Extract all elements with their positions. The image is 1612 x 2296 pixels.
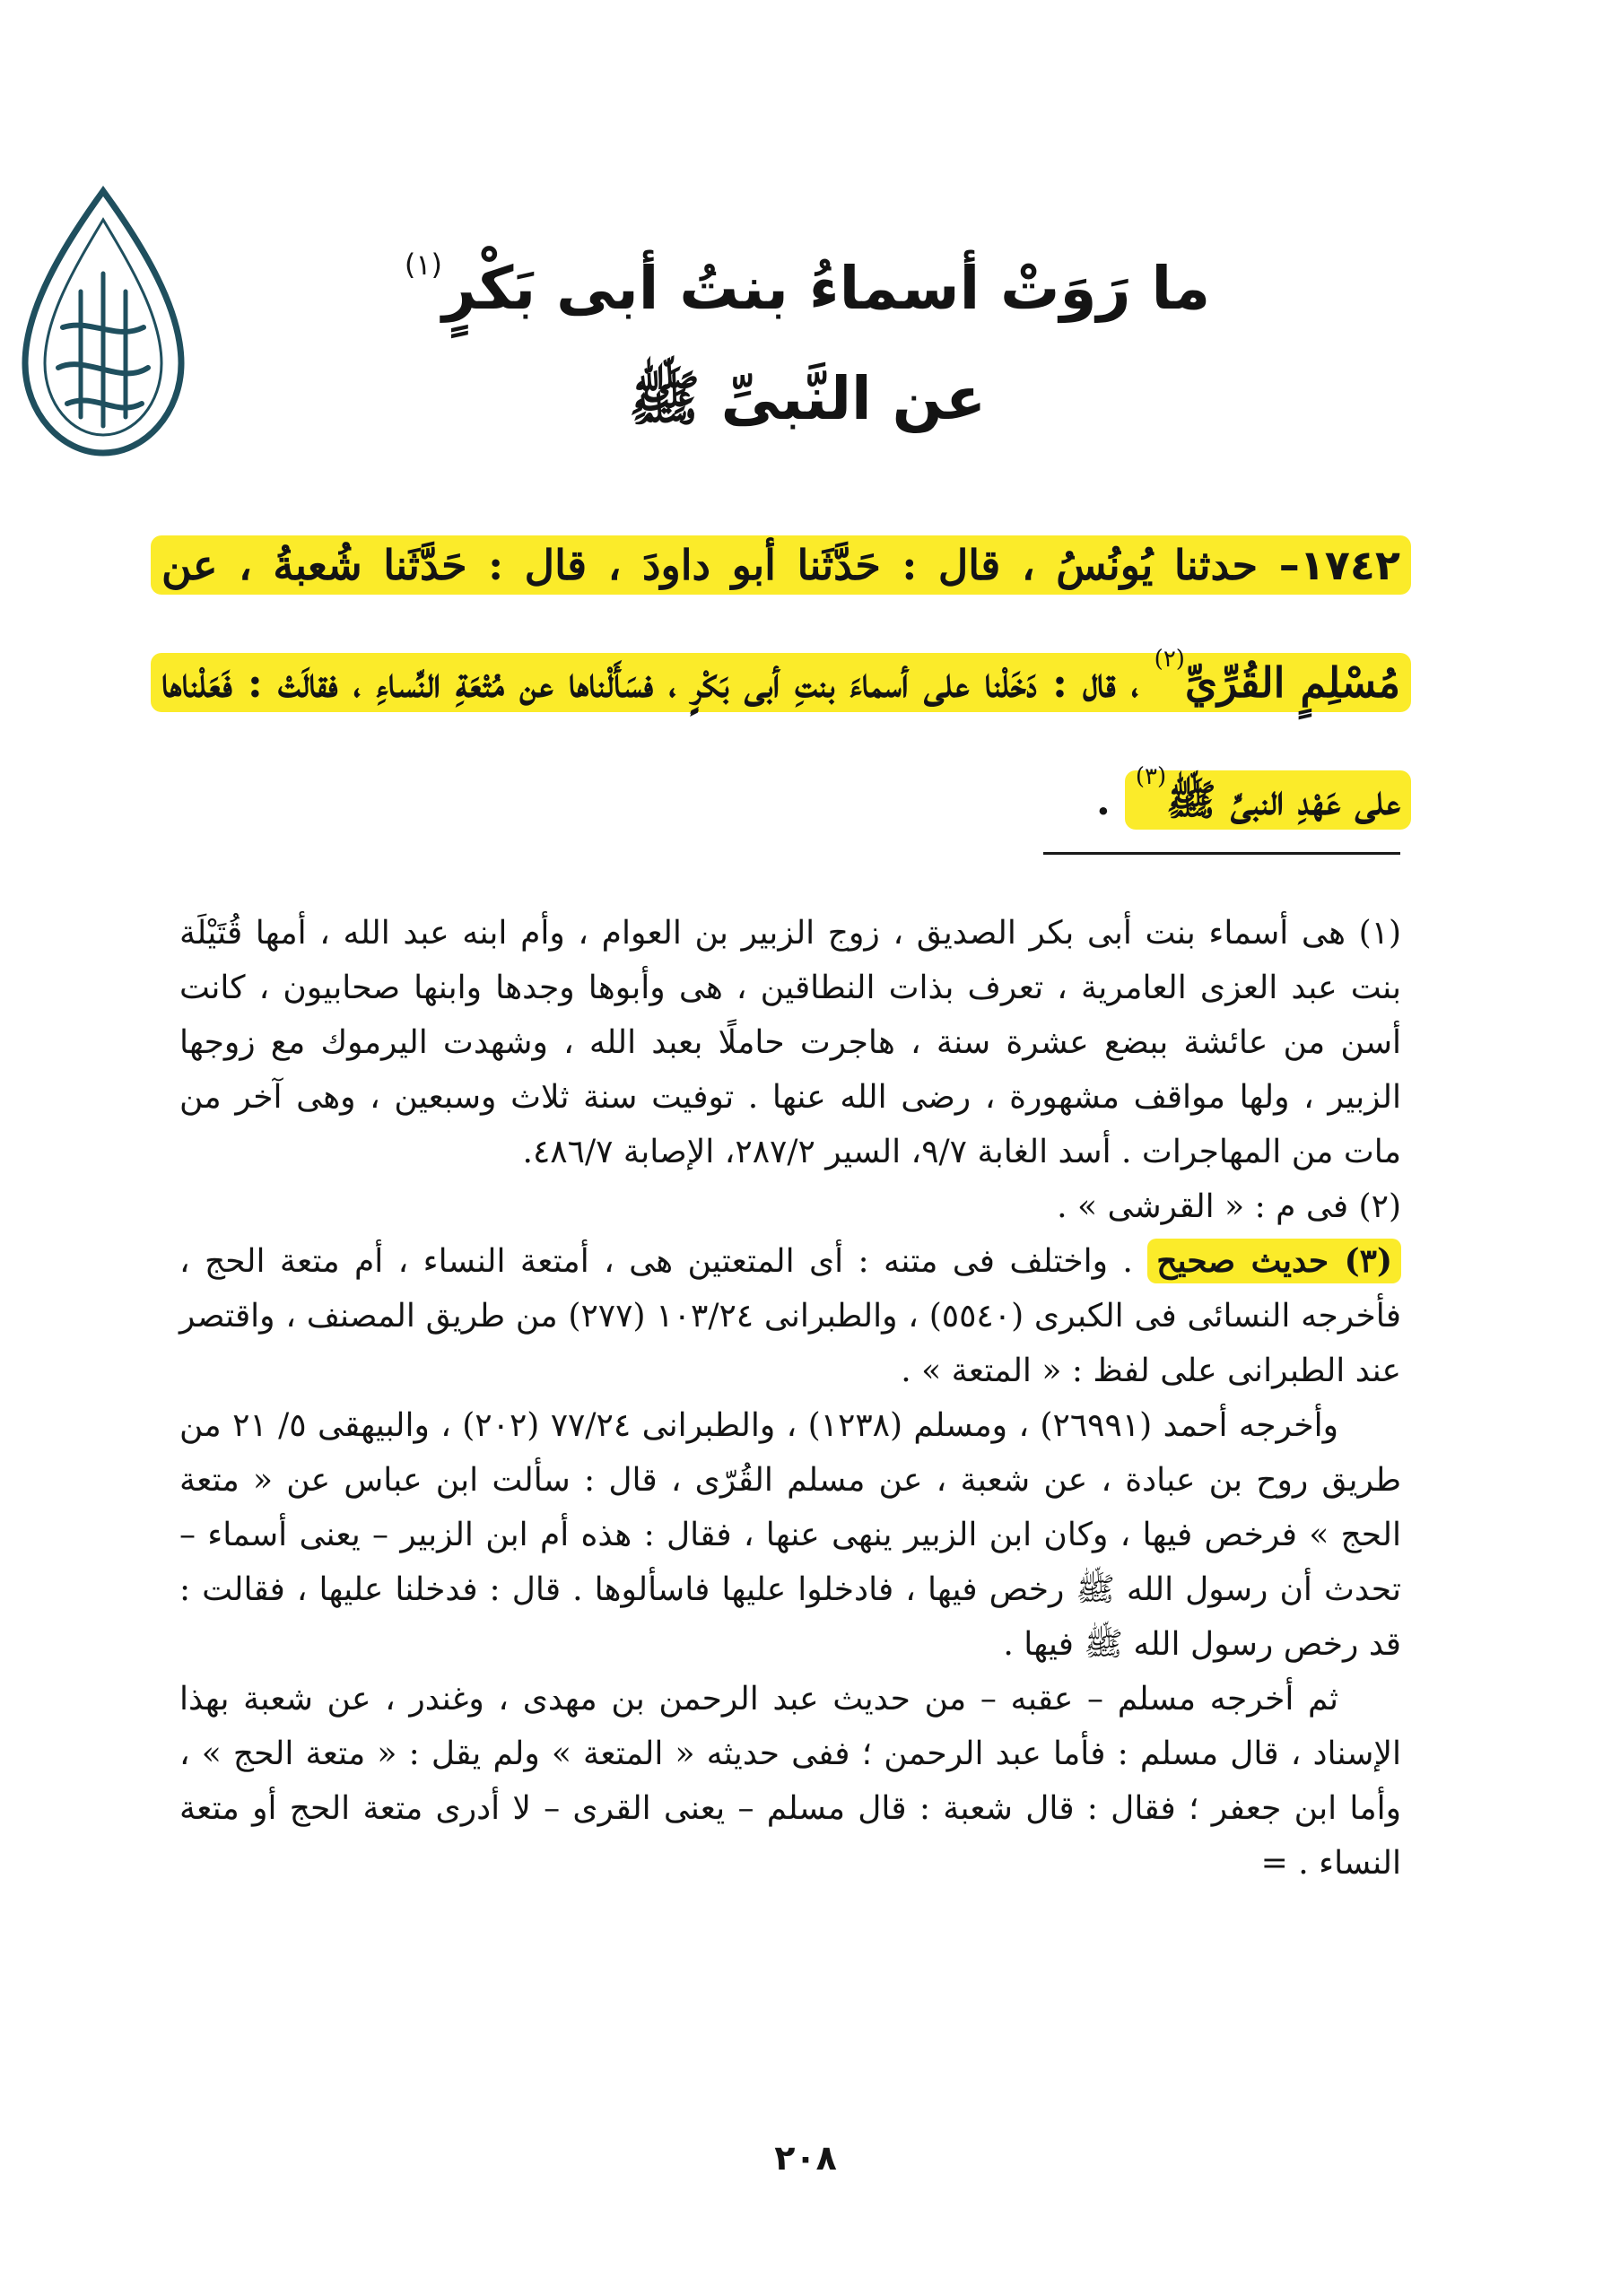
footnote-ref-2: (٢) (1154, 646, 1185, 673)
footnote-separator (1043, 852, 1400, 855)
hadith-text (151, 518, 1411, 848)
chapter-title-line2: عن النَّبىِّ ﷺ (628, 364, 987, 433)
hadith-end: . (1095, 776, 1125, 824)
footnotes (179, 906, 1401, 1891)
footnote-3 (179, 1234, 1401, 1398)
footnote-3-para2: وأخرجه أحمد (٢٦٩٩١) ، ومسلم (١٢٣٨) ، والطبرانى ٢٤/‏٧٧ (٢٠٢) ، والبيهقى ٥/‏ ٢١ من طريق روح بن عبادة ، عن شعبة ، عن مسلم القُرّى ، قال : سألت ابن عباس عن « متعة الحج » فرخص فيها ، وكان ابن الزبير ينهى عنها ، فقال : هذه أم ابن الزبير – يعنى أسماء – تحدث أن رسول الله ﷺ رخص فيها ، فادخلوا عليها فاسألوها . قال : فدخلنا عليها ، فقالت : قد رخص رسول الله ﷺ فيها . (179, 1407, 1401, 1663)
footnote-3-para3: ثم أخرجه مسلم – عقبه – من حديث عبد الرحمن بن مهدى ، وغندر ، عن شعبة بهذا الإسناد ، قال مسلم : فأما عبد الرحمن ؛ ففى حديثه « المتعة » ولم يقل : « متعة الحج » ، وأما ابن جعفر ؛ فقال : قال شعبة : قال مسلم – يعنى القرى – لا أدرى متعة الحج أو متعة النساء . = (179, 1681, 1401, 1882)
chapter-title-text: ما رَوَتْ أسماءُ بنتُ أبى بَكْرٍ (441, 254, 1211, 323)
footnote-2: (٢) فى م : « القرشى » . (1057, 1188, 1401, 1225)
highlighted-hadith (151, 535, 1411, 830)
hadith-text-part2: ، قال : دَخَلْنا على أسماءَ بنتِ أبى بَكْرٍ ، فسَأَلْناها عن مُتْعَةِ النِّساءِ ، فقالَتْ : فَعَلْناها على عَهْدِ النبىِّ ﷺ (161, 658, 1400, 824)
hadith-number: ١٧٤٢– (1278, 541, 1400, 589)
hadith-text-part1: حدثنا يُونُسُ ، قال : حَدَّثَنا أبو داودَ ، قال : حَدَّثَنا شُعبةُ ، عن مُسْلِمٍ القُرِّيِّ (161, 541, 1400, 707)
footnote-3-label: (٣) حديث صحيح (1147, 1239, 1401, 1283)
footnote-ref-3: (٣) (1135, 763, 1167, 790)
publisher-logo (9, 184, 197, 462)
footnote-3-text: . واختلف فى متنه : أى المتعتين هى ، أمتعة النساء ، أم متعة الحج ، فأخرجه النسائى فى الكبرى (٥٥٤٠) ، والطبرانى ٢٤/‏١٠٣ (٢٧٧) من طريق المصنف ، واقتصر عند الطبرانى على لفظ : « المتعة » . (179, 1243, 1401, 1389)
footnote-1: (١) هى أسماء بنت أبى بكر الصديق ، زوج الزبير بن العوام ، وأم ابنه عبد الله ، أمها قُتَيْلَة بنت عبد العزى العامرية ، تعرف بذات النطاقين ، هى وأبوها وجدها وابنها صحابيون ، كانت أسن من عائشة ببضع عشرة سنة ، هاجرت حاملًا بعبد الله ، وشهدت اليرموك مع زوجها الزبير ، ولها مواقف مشهورة ، رضى الله عنها . توفيت سنة ثلاث وسبعين ، وهى آخر من مات من المهاجرات . أسد الغابة ٧/‏٩، السير ٢/‏٢٨٧، الإصابة ٧/‏٤٨٦. (179, 915, 1401, 1170)
chapter-title-line1 (269, 220, 1346, 334)
footnote-ref-1: (١) (404, 248, 442, 282)
page-number: ٢٠٨ (774, 2138, 837, 2178)
